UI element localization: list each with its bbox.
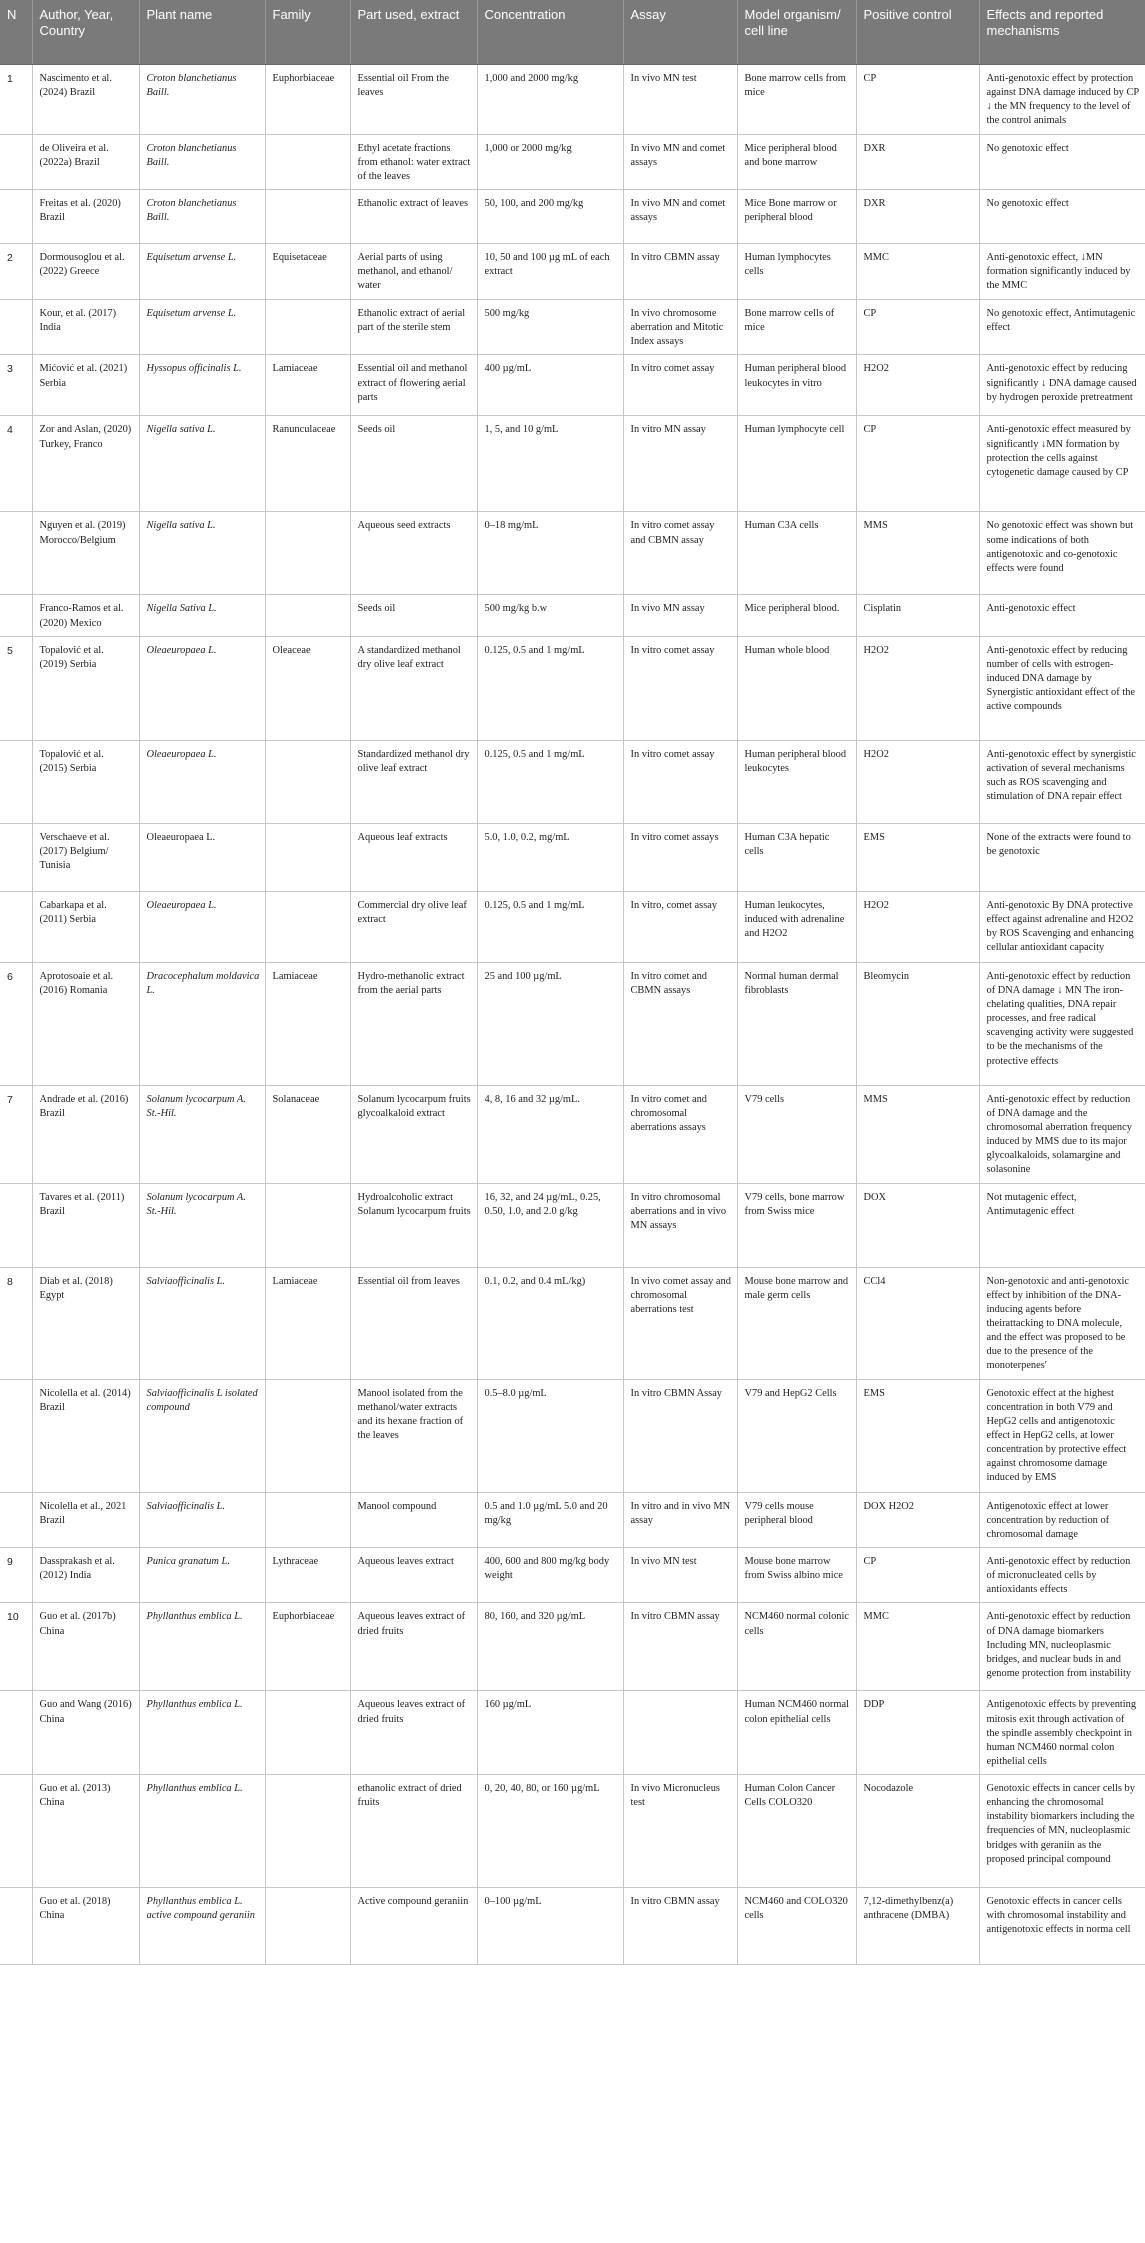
cell-family	[265, 1691, 350, 1775]
cell-model-organism: Human lymphocyte cell	[737, 416, 856, 512]
table-row	[0, 1603, 1145, 1691]
cell-assay: In vivo MN assay	[623, 595, 737, 636]
cell-positive-control: MMS	[856, 512, 979, 595]
cell-family	[265, 1379, 350, 1492]
cell-effects: Antigenotoxic effects by preventing mitosis exit through activation of the spindle assembly checkpoint in human NCM460 normal colon epithelial cells	[979, 1691, 1145, 1775]
cell-effects: Genotoxic effects in cancer cells with chromosomal instability and antigenotoxic effects in norma cell	[979, 1888, 1145, 1965]
cell-assay: In vitro CBMN assay	[623, 1888, 737, 1965]
cell-number	[0, 1379, 32, 1492]
cell-assay: In vitro comet assay and CBMN assay	[623, 512, 737, 595]
cell-part-used: Aqueous leaves extract of dried fruits	[350, 1691, 477, 1775]
cell-number: 10	[0, 1603, 32, 1691]
cell-concentration: 0–18 mg/mL	[477, 512, 623, 595]
cell-plant-name: Oleaeuropaea L.	[139, 636, 265, 740]
cell-plant-name: Oleaeuropaea L.	[139, 823, 265, 891]
cell-family	[265, 1183, 350, 1267]
cell-concentration: 0.125, 0.5 and 1 mg/mL	[477, 636, 623, 740]
cell-positive-control: MMS	[856, 1085, 979, 1183]
cell-effects: Genotoxic effect at the highest concentration in both V79 and HepG2 cells and antigenotoxic effect in HepG2 cells, at lower concentration by protective effect against chromosome damage induced by EMS	[979, 1379, 1145, 1492]
cell-author: Zor and Aslan, (2020) Turkey, Franco	[32, 416, 139, 512]
cell-model-organism: V79 and HepG2 Cells	[737, 1379, 856, 1492]
cell-family	[265, 189, 350, 243]
cell-part-used: Aqueous leaf extracts	[350, 823, 477, 891]
cell-effects: Anti-genotoxic effect, ↓MN formation significantly induced by the MMC	[979, 243, 1145, 299]
cell-positive-control: DOX H2O2	[856, 1492, 979, 1547]
cell-concentration: 0.125, 0.5 and 1 mg/mL	[477, 740, 623, 823]
cell-assay: In vivo MN and comet assays	[623, 189, 737, 243]
cell-number: 1	[0, 65, 32, 135]
cell-number: 7	[0, 1085, 32, 1183]
cell-assay: In vitro CBMN Assay	[623, 1379, 737, 1492]
cell-part-used: Essential oil and methanol extract of flowering aerial parts	[350, 355, 477, 416]
cell-plant-name: Oleaeuropaea L.	[139, 740, 265, 823]
table-row	[0, 416, 1145, 512]
cell-effects: No genotoxic effect	[979, 134, 1145, 189]
cell-assay: In vivo Micronucleus test	[623, 1775, 737, 1888]
cell-author: Topalović et al. (2015) Serbia	[32, 740, 139, 823]
cell-assay: In vitro, comet assay	[623, 891, 737, 962]
cell-part-used: Active compound geraniin	[350, 1888, 477, 1965]
cell-model-organism: V79 cells mouse peripheral blood	[737, 1492, 856, 1547]
header-effects: Effects and reported mechanisms	[979, 0, 1145, 65]
table-row	[0, 1492, 1145, 1547]
cell-part-used: Essential oil from leaves	[350, 1267, 477, 1379]
cell-model-organism: Human peripheral blood leukocytes	[737, 740, 856, 823]
table-row	[0, 1547, 1145, 1602]
cell-effects: Anti-genotoxic effect by reducing significantly ↓ DNA damage caused by hydrogen peroxide pretreatment	[979, 355, 1145, 416]
cell-positive-control: CP	[856, 416, 979, 512]
cell-plant-name: Phyllanthus emblica L.	[139, 1691, 265, 1775]
cell-family: Lythraceae	[265, 1547, 350, 1602]
header-positive-control: Positive control	[856, 0, 979, 65]
cell-number: 2	[0, 243, 32, 299]
cell-part-used: Ethyl acetate fractions from ethanol: water extract of the leaves	[350, 134, 477, 189]
cell-plant-name: Croton blanchetianus Baill.	[139, 65, 265, 135]
cell-positive-control: CP	[856, 65, 979, 135]
cell-number	[0, 1888, 32, 1965]
header-model: Model organism/ cell line	[737, 0, 856, 65]
cell-family	[265, 299, 350, 354]
table-row	[0, 134, 1145, 189]
cell-assay: In vitro CBMN assay	[623, 243, 737, 299]
cell-author: Guo et al. (2018) China	[32, 1888, 139, 1965]
cell-author: Kour, et al. (2017) India	[32, 299, 139, 354]
cell-effects: Anti-genotoxic effect by reducing number of cells with estrogen-induced DNA damage by Synergistic antioxidant effect of the active compounds	[979, 636, 1145, 740]
cell-number: 5	[0, 636, 32, 740]
cell-assay: In vitro comet and CBMN assays	[623, 962, 737, 1085]
cell-plant-name: Croton blanchetianus Baill.	[139, 134, 265, 189]
cell-model-organism: Human whole blood	[737, 636, 856, 740]
cell-concentration: 500 mg/kg	[477, 299, 623, 354]
cell-model-organism: Mice peripheral blood and bone marrow	[737, 134, 856, 189]
cell-part-used: Ethanolic extract of leaves	[350, 189, 477, 243]
cell-author: Cabarkapa et al. (2011) Serbia	[32, 891, 139, 962]
cell-plant-name: Oleaeuropaea L.	[139, 891, 265, 962]
cell-positive-control: EMS	[856, 1379, 979, 1492]
cell-part-used: Manool compound	[350, 1492, 477, 1547]
cell-family	[265, 134, 350, 189]
cell-part-used: Aerial parts of using methanol, and ethanol/ water	[350, 243, 477, 299]
cell-author: Nicolella et al. (2014) Brazil	[32, 1379, 139, 1492]
cell-author: Mićović et al. (2021) Serbia	[32, 355, 139, 416]
cell-family	[265, 1492, 350, 1547]
cell-part-used: Manool isolated from the methanol/water extracts and its hexane fraction of the leaves	[350, 1379, 477, 1492]
cell-family: Lamiaceae	[265, 355, 350, 416]
cell-author: Aprotosoaie et al. (2016) Romania	[32, 962, 139, 1085]
cell-effects: Anti-genotoxic effect by protection against DNA damage induced by CP ↓ the MN frequency to the level of the control animals	[979, 65, 1145, 135]
cell-model-organism: Normal human dermal fibroblasts	[737, 962, 856, 1085]
cell-number: 6	[0, 962, 32, 1085]
cell-assay: In vitro comet assay	[623, 740, 737, 823]
cell-effects: Anti-genotoxic effect by reduction of DNA damage biomarkers Including MN, nucleoplasmic bridges, and nuclear buds in and genome protection from instability	[979, 1603, 1145, 1691]
cell-assay: In vitro comet assay	[623, 355, 737, 416]
table-header-row	[0, 0, 1145, 65]
table-row	[0, 740, 1145, 823]
header-author: Author, Year, Country	[32, 0, 139, 65]
cell-concentration: 25 and 100 µg/mL	[477, 962, 623, 1085]
cell-author: Nguyen et al. (2019) Morocco/Belgium	[32, 512, 139, 595]
cell-concentration: 5.0, 1.0, 0.2, mg/mL	[477, 823, 623, 891]
cell-plant-name: Nigella sativa L.	[139, 416, 265, 512]
cell-number	[0, 1691, 32, 1775]
header-plant: Plant name	[139, 0, 265, 65]
table-row	[0, 1267, 1145, 1379]
cell-author: Guo and Wang (2016) China	[32, 1691, 139, 1775]
cell-effects: Anti-genotoxic By DNA protective effect against adrenaline and H2O2 by ROS Scavenging and enhancing cellular antioxidant capacity	[979, 891, 1145, 962]
cell-family	[265, 823, 350, 891]
cell-family: Oleaceae	[265, 636, 350, 740]
cell-plant-name: Equisetum arvense L.	[139, 243, 265, 299]
header-assay: Assay	[623, 0, 737, 65]
header-part: Part used, extract	[350, 0, 477, 65]
cell-number	[0, 740, 32, 823]
cell-effects: Anti-genotoxic effect	[979, 595, 1145, 636]
cell-concentration: 400 µg/mL	[477, 355, 623, 416]
cell-model-organism: Human lymphocytes cells	[737, 243, 856, 299]
cell-assay: In vitro comet assays	[623, 823, 737, 891]
cell-assay	[623, 1691, 737, 1775]
cell-plant-name: Croton blanchetianus Baill.	[139, 189, 265, 243]
cell-effects: None of the extracts were found to be genotoxic	[979, 823, 1145, 891]
cell-model-organism: V79 cells	[737, 1085, 856, 1183]
cell-plant-name: Nigella Sativa L.	[139, 595, 265, 636]
cell-family	[265, 1888, 350, 1965]
cell-number: 8	[0, 1267, 32, 1379]
table-row	[0, 1085, 1145, 1183]
cell-concentration: 160 µg/mL	[477, 1691, 623, 1775]
cell-part-used: Standardized methanol dry olive leaf extract	[350, 740, 477, 823]
cell-model-organism: NCM460 and COLO320 cells	[737, 1888, 856, 1965]
table-row	[0, 1183, 1145, 1267]
cell-family	[265, 740, 350, 823]
cell-author: de Oliveira et al. (2022a) Brazil	[32, 134, 139, 189]
cell-assay: In vitro CBMN assay	[623, 1603, 737, 1691]
cell-positive-control: DOX	[856, 1183, 979, 1267]
cell-positive-control: DXR	[856, 134, 979, 189]
table-row	[0, 1691, 1145, 1775]
cell-concentration: 4, 8, 16 and 32 µg/mL.	[477, 1085, 623, 1183]
header-n: N	[0, 0, 32, 65]
cell-family	[265, 1775, 350, 1888]
cell-family	[265, 595, 350, 636]
cell-effects: Anti-genotoxic effect measured by significantly ↓MN formation by protection the cells against cytogenetic damage caused by CP	[979, 416, 1145, 512]
cell-positive-control: MMC	[856, 1603, 979, 1691]
table-row	[0, 512, 1145, 595]
cell-assay: In vitro comet and chromosomal aberrations assays	[623, 1085, 737, 1183]
cell-concentration: 0, 20, 40, 80, or 160 µg/mL	[477, 1775, 623, 1888]
cell-part-used: Commercial dry olive leaf extract	[350, 891, 477, 962]
cell-effects: Anti-genotoxic effect by synergistic activation of several mechanisms such as ROS scavenging and stimulation of DNA repair effect	[979, 740, 1145, 823]
cell-model-organism: Mouse bone marrow from Swiss albino mice	[737, 1547, 856, 1602]
cell-number	[0, 299, 32, 354]
cell-part-used: Hydro-methanolic extract from the aerial parts	[350, 962, 477, 1085]
cell-concentration: 400, 600 and 800 mg/kg body weight	[477, 1547, 623, 1602]
cell-positive-control: 7,12-dimethylbenz(a) anthracene (DMBA)	[856, 1888, 979, 1965]
cell-positive-control: CP	[856, 1547, 979, 1602]
cell-model-organism: Mice peripheral blood.	[737, 595, 856, 636]
cell-assay: In vitro chromosomal aberrations and in vivo MN assays	[623, 1183, 737, 1267]
cell-assay: In vivo MN test	[623, 65, 737, 135]
cell-number	[0, 134, 32, 189]
cell-author: Dassprakash et al. (2012) India	[32, 1547, 139, 1602]
cell-model-organism: Human C3A cells	[737, 512, 856, 595]
cell-concentration: 0.5–8.0 µg/mL	[477, 1379, 623, 1492]
cell-effects: Anti-genotoxic effect by reduction of DNA damage ↓ MN The iron-chelating qualities, DNA repair processes, and free radical scavenging activity were suggested to be the mechanisms of the protective effects	[979, 962, 1145, 1085]
cell-author: Verschaeve et al. (2017) Belgium/ Tunisia	[32, 823, 139, 891]
cell-plant-name: Hyssopus officinalis L.	[139, 355, 265, 416]
cell-model-organism: Human leukocytes, induced with adrenaline and H2O2	[737, 891, 856, 962]
cell-family: Lamiaceae	[265, 1267, 350, 1379]
cell-author: Guo et al. (2013) China	[32, 1775, 139, 1888]
cell-assay: In vivo comet assay and chromosomal aberrations test	[623, 1267, 737, 1379]
table-row	[0, 1775, 1145, 1888]
cell-effects: Anti-genotoxic effect by reduction of micronucleated cells by antioxidants effects	[979, 1547, 1145, 1602]
cell-concentration: 0.125, 0.5 and 1 mg/mL	[477, 891, 623, 962]
cell-positive-control: Nocodazole	[856, 1775, 979, 1888]
cell-positive-control: H2O2	[856, 740, 979, 823]
cell-number: 9	[0, 1547, 32, 1602]
cell-assay: In vitro comet assay	[623, 636, 737, 740]
cell-assay: In vivo MN and comet assays	[623, 134, 737, 189]
cell-number	[0, 1492, 32, 1547]
table-row	[0, 962, 1145, 1085]
cell-author: Tavares et al. (2011) Brazil	[32, 1183, 139, 1267]
table-row	[0, 1888, 1145, 1965]
header-family: Family	[265, 0, 350, 65]
cell-effects: Non-genotoxic and anti-genotoxic effect by inhibition of the DNA-inducing agents before theirattacking to DNA molecule, and the effect was proposed to be due to the presence of the monoterpenes'	[979, 1267, 1145, 1379]
cell-family	[265, 891, 350, 962]
cell-part-used: Seeds oil	[350, 595, 477, 636]
cell-part-used: ethanolic extract of dried fruits	[350, 1775, 477, 1888]
cell-part-used: Hydroalcoholic extract Solanum lycocarpum fruits	[350, 1183, 477, 1267]
cell-number	[0, 823, 32, 891]
cell-plant-name: Phyllanthus emblica L.	[139, 1603, 265, 1691]
cell-number	[0, 595, 32, 636]
cell-author: Freitas et al. (2020) Brazil	[32, 189, 139, 243]
cell-part-used: Solanum lycocarpum fruits glycoalkaloid extract	[350, 1085, 477, 1183]
cell-author: Nascimento et al. (2024) Brazil	[32, 65, 139, 135]
cell-family: Lamiaceae	[265, 962, 350, 1085]
cell-effects: Genotoxic effects in cancer cells by enhancing the chromosomal instability biomarkers including the frequencies of MN, nucleoplasmic bridges with geraniin as the proposed principal compound	[979, 1775, 1145, 1888]
cell-model-organism: Mice Bone marrow or peripheral blood	[737, 189, 856, 243]
cell-concentration: 50, 100, and 200 mg/kg	[477, 189, 623, 243]
cell-positive-control: H2O2	[856, 355, 979, 416]
cell-concentration: 1, 5, and 10 g/mL	[477, 416, 623, 512]
cell-model-organism: Human Colon Cancer Cells COLO320	[737, 1775, 856, 1888]
cell-positive-control: DDP	[856, 1691, 979, 1775]
cell-plant-name: Salviaofficinalis L isolated compound	[139, 1379, 265, 1492]
cell-author: Diab et al. (2018) Egypt	[32, 1267, 139, 1379]
cell-positive-control: Cisplatin	[856, 595, 979, 636]
cell-assay: In vitro MN assay	[623, 416, 737, 512]
cell-family: Ranunculaceae	[265, 416, 350, 512]
table-row	[0, 189, 1145, 243]
table-row	[0, 65, 1145, 135]
table-row	[0, 243, 1145, 299]
cell-model-organism: Human NCM460 normal colon epithelial cells	[737, 1691, 856, 1775]
cell-assay: In vivo MN test	[623, 1547, 737, 1602]
cell-positive-control: H2O2	[856, 636, 979, 740]
cell-plant-name: Salviaofficinalis L.	[139, 1492, 265, 1547]
cell-model-organism: Human C3A hepatic cells	[737, 823, 856, 891]
cell-assay: In vitro and in vivo MN assay	[623, 1492, 737, 1547]
cell-number: 4	[0, 416, 32, 512]
cell-author: Dormousoglou et al. (2022) Greece	[32, 243, 139, 299]
cell-model-organism: NCM460 normal colonic cells	[737, 1603, 856, 1691]
table-row	[0, 595, 1145, 636]
cell-assay: In vivo chromosome aberration and Mitotic Index assays	[623, 299, 737, 354]
cell-plant-name: Nigella sativa L.	[139, 512, 265, 595]
cell-number	[0, 1775, 32, 1888]
cell-model-organism: Human peripheral blood leukocytes in vitro	[737, 355, 856, 416]
cell-effects: Not mutagenic effect, Antimutagenic effect	[979, 1183, 1145, 1267]
cell-family: Euphorbiaceae	[265, 1603, 350, 1691]
cell-plant-name: Dracocephalum moldavica L.	[139, 962, 265, 1085]
cell-plant-name: Equisetum arvense L.	[139, 299, 265, 354]
cell-positive-control: CP	[856, 299, 979, 354]
cell-positive-control: Bleomycin	[856, 962, 979, 1085]
cell-effects: Anti-genotoxic effect by reduction of DNA damage and the chromosomal aberration frequency induced by MMS due to its major glycoalkaloids, solamargine and solasonine	[979, 1085, 1145, 1183]
cell-concentration: 1,000 and 2000 mg/kg	[477, 65, 623, 135]
cell-effects: No genotoxic effect	[979, 189, 1145, 243]
table-body	[0, 65, 1145, 1965]
header-concentration: Concentration	[477, 0, 623, 65]
cell-positive-control: MMC	[856, 243, 979, 299]
cell-author: Nicolella et al., 2021 Brazil	[32, 1492, 139, 1547]
table-row	[0, 355, 1145, 416]
cell-concentration: 0.1, 0.2, and 0.4 mL/kg)	[477, 1267, 623, 1379]
cell-family: Equisetaceae	[265, 243, 350, 299]
cell-positive-control: DXR	[856, 189, 979, 243]
cell-concentration: 10, 50 and 100 µg mL of each extract	[477, 243, 623, 299]
cell-plant-name: Salviaofficinalis L.	[139, 1267, 265, 1379]
cell-positive-control: EMS	[856, 823, 979, 891]
table-row	[0, 823, 1145, 891]
cell-part-used: A standardized methanol dry olive leaf extract	[350, 636, 477, 740]
cell-model-organism: Bone marrow cells of mice	[737, 299, 856, 354]
cell-plant-name: Solanum lycocarpum A. St.-Hil.	[139, 1085, 265, 1183]
table-row	[0, 299, 1145, 354]
cell-model-organism: Mouse bone marrow and male germ cells	[737, 1267, 856, 1379]
cell-plant-name: Punica granatum L.	[139, 1547, 265, 1602]
cell-author: Guo et al. (2017b) China	[32, 1603, 139, 1691]
cell-family: Euphorbiaceae	[265, 65, 350, 135]
cell-family	[265, 512, 350, 595]
cell-positive-control: H2O2	[856, 891, 979, 962]
cell-number: 3	[0, 355, 32, 416]
cell-part-used: Ethanolic extract of aerial part of the sterile stem	[350, 299, 477, 354]
cell-number	[0, 1183, 32, 1267]
cell-effects: No genotoxic effect, Antimutagenic effect	[979, 299, 1145, 354]
cell-concentration: 1,000 or 2000 mg/kg	[477, 134, 623, 189]
cell-effects: No genotoxic effect was shown but some indications of both antigenotoxic and co-genotoxic effects were found	[979, 512, 1145, 595]
cell-number	[0, 891, 32, 962]
cell-family: Solanaceae	[265, 1085, 350, 1183]
cell-part-used: Seeds oil	[350, 416, 477, 512]
cell-part-used: Essential oil From the leaves	[350, 65, 477, 135]
cell-number	[0, 512, 32, 595]
cell-concentration: 0.5 and 1.0 µg/mL 5.0 and 20 mg/kg	[477, 1492, 623, 1547]
cell-concentration: 500 mg/kg b.w	[477, 595, 623, 636]
cell-model-organism: Bone marrow cells from mice	[737, 65, 856, 135]
cell-author: Andrade et al. (2016) Brazil	[32, 1085, 139, 1183]
cell-author: Topalović et al. (2019) Serbia	[32, 636, 139, 740]
cell-concentration: 80, 160, and 320 µg/mL	[477, 1603, 623, 1691]
cell-concentration: 16, 32, and 24 µg/mL, 0.25, 0.50, 1.0, and 2.0 g/kg	[477, 1183, 623, 1267]
cell-plant-name: Phyllanthus emblica L. active compound geraniin	[139, 1888, 265, 1965]
cell-part-used: Aqueous leaves extract of dried fruits	[350, 1603, 477, 1691]
cell-concentration: 0–100 µg/mL	[477, 1888, 623, 1965]
table-row	[0, 1379, 1145, 1492]
cell-author: Franco-Ramos et al. (2020) Mexico	[32, 595, 139, 636]
cell-part-used: Aqueous leaves extract	[350, 1547, 477, 1602]
cell-effects: Antigenotoxic effect at lower concentration by reduction of chromosomal damage	[979, 1492, 1145, 1547]
cell-plant-name: Solanum lycocarpum A. St.-Hil.	[139, 1183, 265, 1267]
cell-part-used: Aqueous seed extracts	[350, 512, 477, 595]
cell-positive-control: CCl4	[856, 1267, 979, 1379]
table-row	[0, 636, 1145, 740]
cell-plant-name: Phyllanthus emblica L.	[139, 1775, 265, 1888]
cell-model-organism: V79 cells, bone marrow from Swiss mice	[737, 1183, 856, 1267]
table-row	[0, 891, 1145, 962]
cell-number	[0, 189, 32, 243]
